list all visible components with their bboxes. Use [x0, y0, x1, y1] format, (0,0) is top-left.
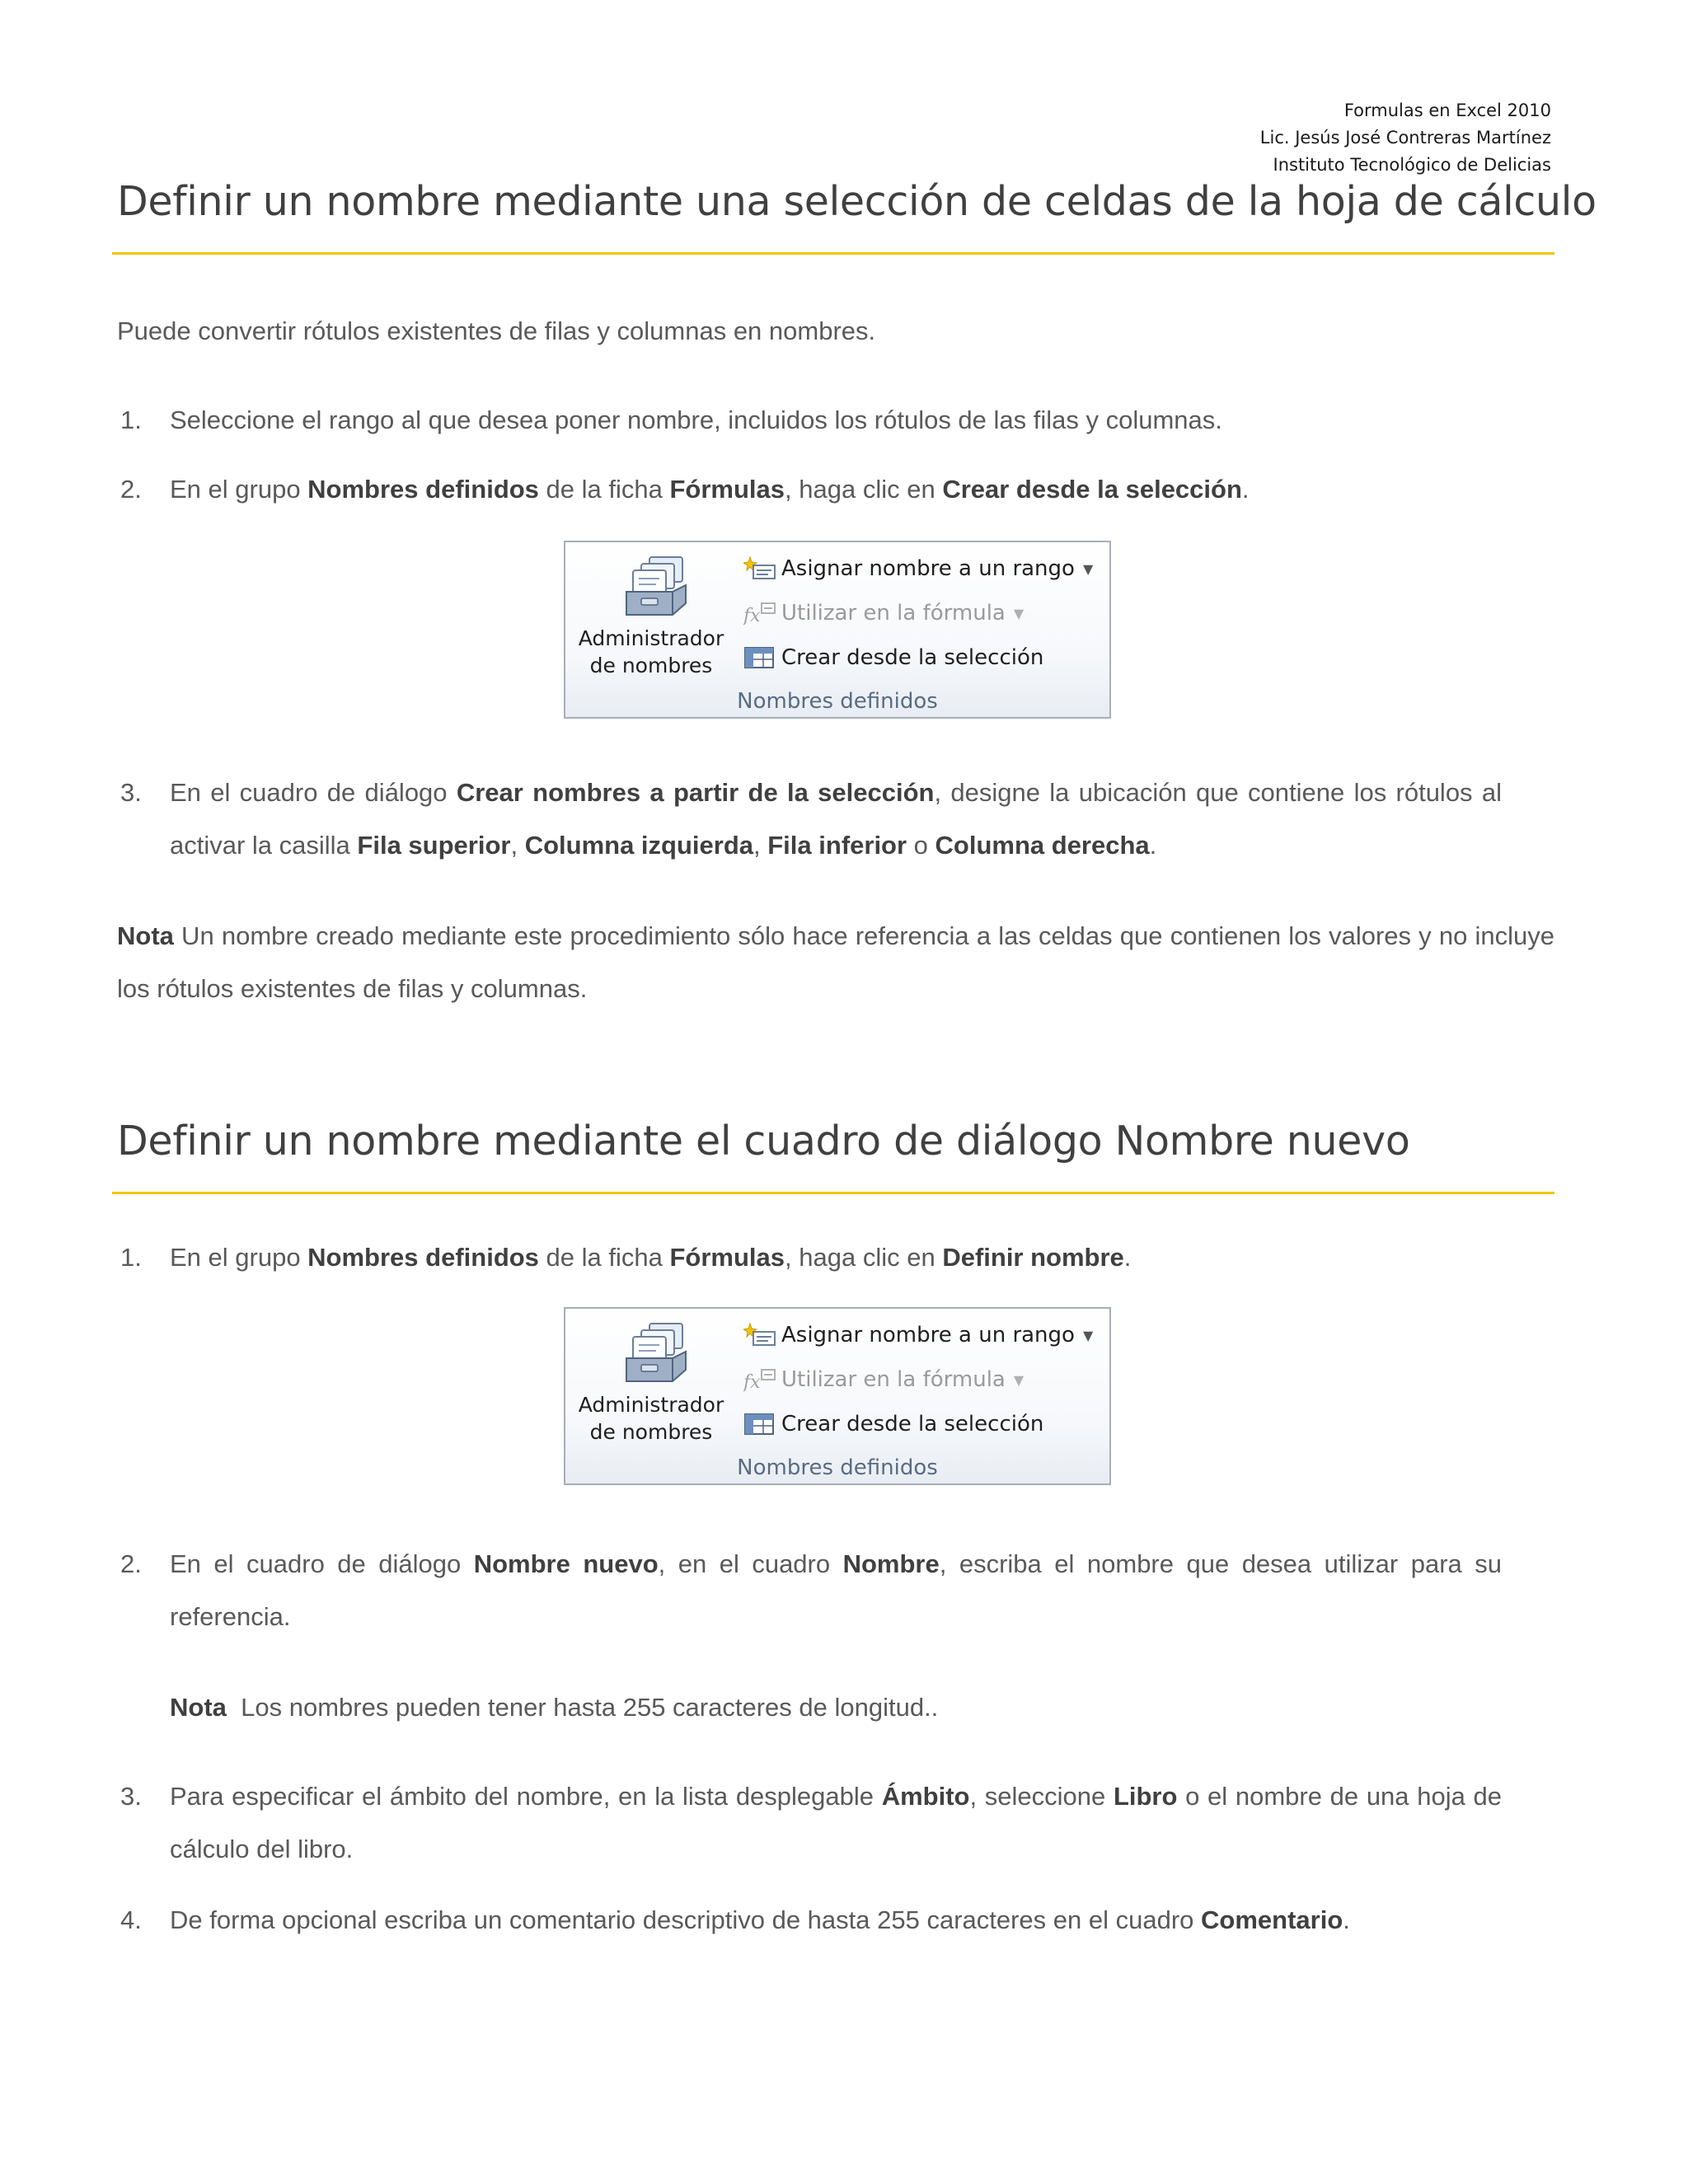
define-name-icon: [743, 555, 776, 582]
step-number: 2.: [120, 475, 142, 504]
name-manager-button[interactable]: Administrador de nombres: [578, 1393, 724, 1444]
step-number: 1.: [120, 1243, 142, 1272]
step-number: 4.: [120, 1905, 142, 1934]
name-manager-button[interactable]: Administrador de nombres: [578, 626, 724, 677]
step-text: En el cuadro de diálogo Nombre nuevo, en el cuadro Nombre, escriba el nombre que desea utilizar para su referencia.: [170, 1549, 1502, 1631]
step-text: En el grupo Nombres definidos de la ficha Fórmulas, haga clic en Crear desde la selección.: [170, 475, 1250, 504]
note-label: Nota: [117, 921, 174, 950]
step-text: En el cuadro de diálogo Crear nombres a partir de la selección, designe la ubicación que contiene los rótulos al activar la casilla Fila superior, Columna izquierda, Fila inferior o Columna derecha.: [170, 778, 1502, 860]
group-label: Nombres definidos: [737, 689, 938, 714]
section-2-step-2: [117, 1538, 1502, 1643]
section-2-step-3: [117, 1770, 1502, 1876]
name-manager-icon[interactable]: [625, 1322, 691, 1385]
section-1-step-3: [117, 766, 1502, 872]
create-from-selection-icon: [743, 644, 776, 671]
create-from-selection-icon: [743, 1411, 776, 1437]
use-in-formula-icon: [743, 600, 776, 626]
step-text: Seleccione el rango al que desea poner nombre, incluidos los rótulos de las filas y columnas.: [170, 405, 1222, 434]
header-institution: Instituto Tecnológico de Delicias: [1273, 155, 1551, 175]
ribbon-defined-names-group: [564, 541, 1111, 719]
header-course: Formulas en Excel 2010: [1343, 101, 1551, 120]
assign-name-button[interactable]: Asignar nombre a un rango ▼: [743, 1322, 1093, 1348]
document-header: [1260, 97, 1551, 179]
section-1-title: Definir un nombre mediante una selección de celdas de la hoja de cálculo: [117, 178, 1597, 225]
step-number: 3.: [120, 778, 142, 807]
section-2-note: Nota Los nombres pueden tener hasta 255 caracteres de longitud..: [170, 1693, 939, 1722]
svg-text:fx: fx: [743, 1372, 761, 1393]
section-2-divider: [112, 1192, 1554, 1194]
section-1-note: Nota Un nombre creado mediante este procedimiento sólo hace referencia a las celdas que contienen los valores y no incluye los rótulos existentes de filas y columnas.: [117, 921, 1554, 1003]
section-1-step-2: [117, 463, 1502, 516]
chevron-down-icon[interactable]: ▼: [1013, 605, 1025, 621]
chevron-down-icon[interactable]: ▼: [1082, 560, 1094, 577]
chevron-down-icon[interactable]: ▼: [1013, 1371, 1025, 1388]
section-1-intro: Puede convertir rótulos existentes de filas y columnas en nombres.: [117, 316, 876, 345]
use-in-formula-button[interactable]: fx Utilizar en la fórmula ▼: [743, 1367, 1025, 1393]
step-number: 2.: [120, 1549, 142, 1578]
step-text: Para especificar el ámbito del nombre, en la lista desplegable Ámbito, seleccione Libro o el nombre de una hoja de cálculo del libro.: [170, 1782, 1503, 1863]
section-2-step-1: [117, 1231, 1502, 1284]
step-text: De forma opcional escriba un comentario descriptivo de hasta 255 caracteres en el cuadro Comentario.: [170, 1905, 1350, 1934]
use-in-formula-button[interactable]: fx Utilizar en la fórmula ▼: [743, 601, 1025, 626]
name-manager-icon[interactable]: [625, 555, 691, 618]
group-label: Nombres definidos: [737, 1455, 938, 1480]
step-number: 3.: [120, 1782, 142, 1811]
step-text: En el grupo Nombres definidos de la ficha Fórmulas, haga clic en Definir nombre.: [170, 1243, 1132, 1272]
step-number: 1.: [120, 405, 142, 434]
section-1-divider: [112, 252, 1554, 255]
chevron-down-icon[interactable]: ▼: [1082, 1327, 1094, 1343]
use-in-formula-icon: [743, 1366, 776, 1393]
note-label: Nota: [170, 1693, 227, 1722]
assign-name-button[interactable]: Asignar nombre a un rango ▼: [743, 555, 1093, 582]
section-2-title: Definir un nombre mediante el cuadro de diálogo Nombre nuevo: [117, 1118, 1410, 1165]
header-author: Lic. Jesús José Contreras Martínez: [1259, 128, 1551, 148]
section-2-step-4: [117, 1894, 1502, 1947]
create-from-selection-button[interactable]: Crear desde la selección: [743, 644, 1043, 671]
ribbon-defined-names-group: [564, 1307, 1111, 1485]
svg-text:fx: fx: [743, 606, 761, 626]
section-1-step-1: [117, 394, 1502, 447]
define-name-icon: [743, 1322, 776, 1348]
create-from-selection-button[interactable]: Crear desde la selección: [743, 1411, 1043, 1437]
